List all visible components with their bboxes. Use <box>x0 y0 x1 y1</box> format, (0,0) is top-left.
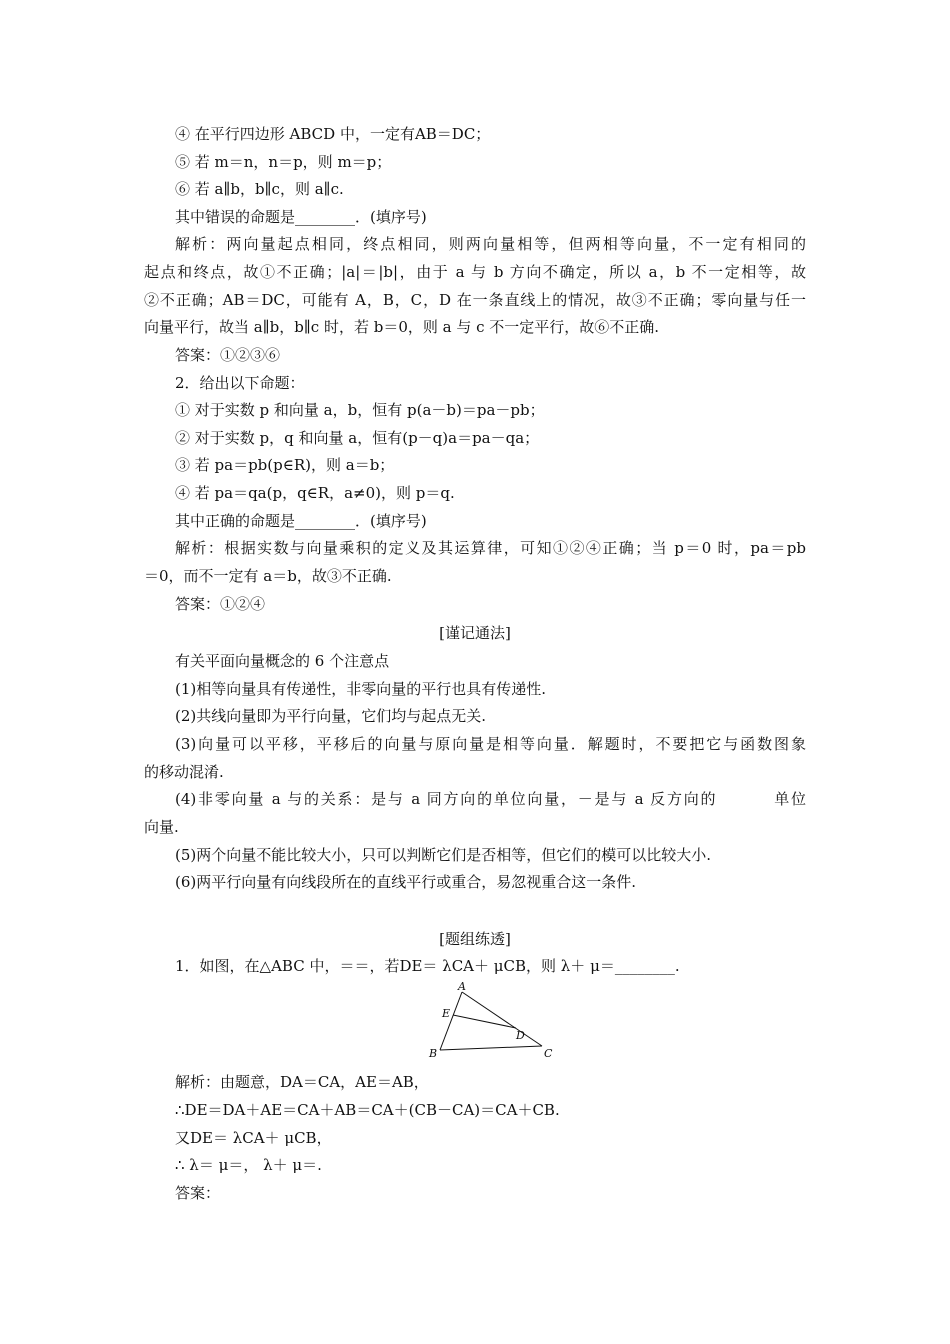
section-title-methods: [谨记通法] <box>439 624 511 642</box>
question-wrong-propositions: 其中错误的命题是________．(填序号) <box>175 208 427 226</box>
q2-proposition-1: ① 对于实数 p 和向量 a，b，恒有 p(a－b)＝pa－pb； <box>175 401 545 419</box>
solution-line-1: 解析：由题意，DA＝CA，AE＝AB， <box>175 1073 429 1091</box>
q2-proposition-3: ③ 若 pa＝pb(p∈R)，则 a＝b； <box>175 456 395 474</box>
notes-heading: 有关平面向量概念的 6 个注意点 <box>175 652 390 670</box>
label-a: A <box>458 980 466 993</box>
answer-1: 答案：①②③⑥ <box>175 346 281 364</box>
q2-proposition-2: ② 对于实数 p，q 和向量 a，恒有(p－q)a＝pa－qa； <box>175 429 540 447</box>
practice-question-1: 1．如图，在△ABC 中，＝＝，若DE＝ λCA＋ μCB，则 λ＋ μ＝________. <box>175 957 680 975</box>
q2-proposition-4: ④ 若 pa＝qa(p，q∈R，a≠0)，则 p＝q. <box>175 484 455 502</box>
section-title-practice: [题组练透] <box>439 930 511 948</box>
label-d: D <box>516 1029 525 1042</box>
analysis-2-line-1: 解析：根据实数与向量乘积的定义及其运算律，可知①②④正确；当 p＝0 时，pa＝pb <box>175 539 806 557</box>
answer-practice-1: 答案： <box>175 1184 221 1202</box>
note-5: (5)两个向量不能比较大小，只可以判断它们是否相等，但它们的模可以比较大小. <box>175 846 712 864</box>
proposition-4: ④ 在平行四边形 ABCD 中，一定有AB＝DC； <box>175 125 491 143</box>
note-6: (6)两平行向量有向线段所在的直线平行或重合，易忽视重合这一条件. <box>175 873 637 891</box>
label-e: E <box>442 1007 451 1020</box>
side-bc <box>440 1046 542 1050</box>
proposition-5: ⑤ 若 m＝n，n＝p，则 m＝p； <box>175 153 392 171</box>
proposition-6: ⑥ 若 a∥b，b∥c，则 a∥c. <box>175 180 344 198</box>
answer-2: 答案：①②④ <box>175 595 266 613</box>
solution-line-4: ∴ λ＝ μ＝， λ＋ μ＝. <box>175 1156 322 1174</box>
analysis-1-line-3: ②不正确；AB＝DC，可能有 A，B，C，D 在一条直线上的情况，故③不正确；零向量与任一 <box>144 291 806 309</box>
label-b: B <box>429 1047 438 1060</box>
label-c: C <box>544 1047 553 1060</box>
note-3-line-2: 的移动混淆. <box>144 763 224 781</box>
question-2-title: 2．给出以下命题： <box>175 374 305 392</box>
analysis-1-line-2: 起点和终点，故①不正确；|a|＝|b|，由于 a 与 b 方向不确定，所以 a，b 不一定相等，故 <box>144 263 806 281</box>
note-4-line-1: (4)非零向量 a 与的关系：是与 a 同方向的单位向量，－是与 a 反方向的 单位 <box>175 790 806 808</box>
solution-line-2: ∴DE＝DA＋AE＝CA＋AB＝CA＋(CB－CA)＝CA＋CB. <box>175 1101 560 1119</box>
solution-line-3: 又DE＝ λCA＋ μCB， <box>175 1129 332 1147</box>
note-1: (1)相等向量具有传递性，非零向量的平行也具有传递性. <box>175 680 547 698</box>
side-ab <box>440 992 462 1050</box>
note-2: (2)共线向量即为平行向量，它们均与起点无关. <box>175 707 487 725</box>
analysis-2-line-2: ＝0，而不一定有 a＝b，故③不正确. <box>144 567 392 585</box>
note-3-line-1: (3)向量可以平移，平移后的向量与原向量是相等向量．解题时，不要把它与函数图象 <box>175 735 806 753</box>
analysis-1-line-1: 解析：两向量起点相同，终点相同，则两向量相等，但两相等向量，不一定有相同的 <box>175 235 806 253</box>
note-4-line-2: 向量. <box>144 818 179 836</box>
question-correct-propositions: 其中正确的命题是________．(填序号) <box>175 512 427 530</box>
analysis-1-line-4: 向量平行，故当 a∥b，b∥c 时，若 b＝0，则 a 与 c 不一定平行，故⑥不正确. <box>144 318 660 336</box>
triangle-figure <box>420 980 560 1064</box>
